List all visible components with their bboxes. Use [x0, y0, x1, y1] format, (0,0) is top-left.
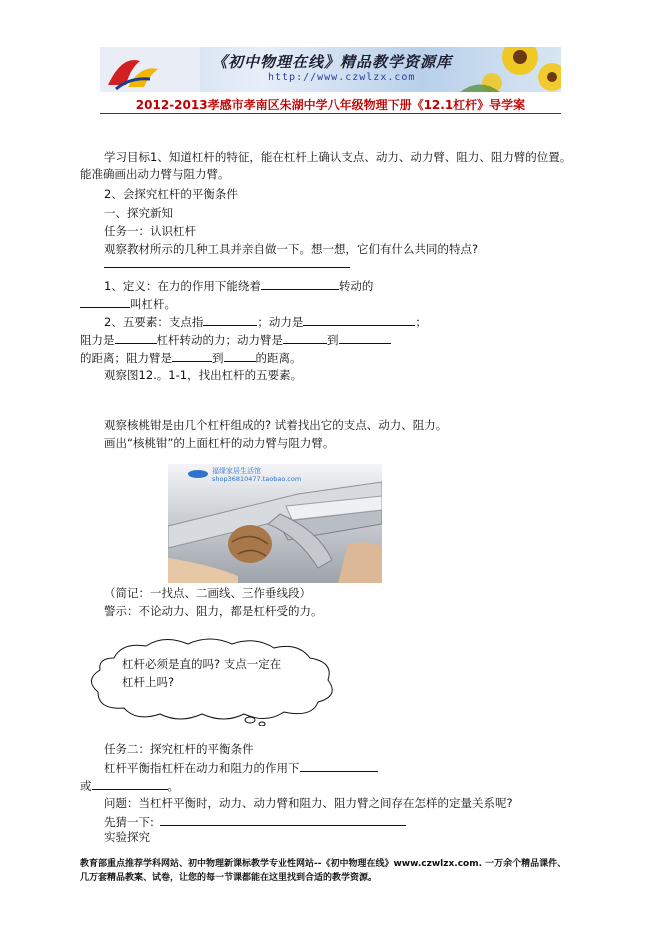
nutcracker-question: 观察核桃钳是由几个杠杆组成的? 试着找出它的支点、动力、阻力。 — [104, 418, 448, 432]
resistance-text-b: 杠杆转动的力；动力臂是 — [156, 333, 283, 347]
fill-blank-effort[interactable] — [303, 314, 415, 326]
learning-goal-1-cont: 能准确画出动力臂与阻力臂。 — [80, 167, 230, 181]
definition-line-2 — [80, 296, 176, 312]
distance-line — [80, 350, 302, 366]
fill-blank-resistance-arm-from[interactable] — [172, 350, 212, 362]
fill-blank-guess[interactable] — [160, 814, 406, 826]
five-elements-text-a: 2、五要素：支点指 — [104, 315, 204, 329]
balance-question: 问题：当杠杆平衡时，动力、动力臂和阻力、阻力臂之间存在怎样的定量关系呢? — [104, 796, 513, 810]
warning-text: 警示：不论动力、阻力，都是杠杆受的力。 — [104, 604, 323, 618]
fill-blank-uniform-rotation[interactable] — [92, 778, 168, 790]
section-heading: 一、探究新知 — [104, 206, 173, 220]
fill-blank-effort-arm-from[interactable] — [283, 332, 327, 344]
cloud-question-line-1: 杠杆必须是直的吗? 支点一定在 — [122, 657, 282, 671]
banner-url[interactable]: http://www.czwlzx.com — [268, 72, 416, 83]
five-elements-line — [104, 314, 427, 330]
shop-logo-icon — [188, 470, 208, 478]
balance-text-c: 。 — [167, 779, 179, 793]
fill-blank-object[interactable] — [80, 296, 130, 308]
five-elements-text-b: ；动力是 — [257, 315, 304, 329]
distance-text-c: 的距离。 — [255, 351, 302, 365]
fill-blank-resistance-arm-to[interactable] — [224, 350, 256, 362]
fill-blank-effort-arm-to[interactable] — [339, 332, 391, 344]
guess-line — [104, 814, 406, 830]
fill-blank-fulcrum[interactable] — [203, 314, 257, 326]
definition-text-a: 1、定义：在力的作用下能绕着 — [104, 279, 261, 293]
observe-figure-text: 观察图12.。1-1，找出杠杆的五要素。 — [104, 368, 303, 382]
balance-definition-line — [104, 760, 378, 776]
distance-text-a: 的距离；阻力臂是 — [80, 351, 172, 365]
fill-blank-resistance[interactable] — [115, 332, 157, 344]
fill-blank-static[interactable] — [300, 760, 378, 772]
fill-blank-pivot[interactable] — [261, 278, 339, 290]
nutcracker-photo — [168, 464, 382, 583]
learning-goal-2: 2、会探究杠杆的平衡条件 — [104, 187, 238, 201]
document-title: 2012-2013孝感市孝南区朱湖中学八年级物理下册《12.1杠杆》导学案 — [135, 98, 526, 112]
footer-line-2: 几万套精品教案、试卷，让您的每一节课都能在这里找到合适的教学资源。 — [80, 873, 378, 883]
walnut — [228, 525, 272, 563]
nutcracker-draw-text: 画出“核桃钳”的上面杠杆的动力臂与阻力臂。 — [104, 436, 335, 450]
learning-goal-1: 学习目标1、知道杠杆的特征，能在杠杆上确认支点、动力、动力臂、阻力、阻力臂的位置。 — [104, 150, 572, 164]
answer-line — [104, 267, 350, 268]
guess-label: 先猜一下: — [104, 815, 154, 829]
footer-line-1: 教育部重点推荐学科网站、初中物理新课标教学专业性网站--《初中物理在线》www.czwlzx.com. 一万余个精品课件、 — [80, 859, 567, 869]
task-2-heading: 任务二：探究杠杆的平衡条件 — [104, 742, 254, 756]
memo-text: （简记：一找点、二画线、三作垂线段） — [104, 586, 311, 600]
title-underline — [100, 113, 561, 114]
header-banner — [100, 47, 561, 92]
five-elements-text-c: ； — [415, 315, 427, 329]
observe-tools-text: 观察教材所示的几种工具并亲自做一下。想一想，它们有什么共同的特点? — [104, 242, 479, 256]
definition-text-b: 转动的 — [338, 279, 374, 293]
resistance-text-c: 到 — [327, 333, 339, 347]
photo-watermark-shop-name: 福缘家居生活馆 — [212, 467, 261, 475]
resistance-text-a: 阻力是 — [80, 333, 115, 347]
distance-text-b: 到 — [212, 351, 224, 365]
definition-line — [104, 278, 373, 294]
banner-title: 《初中物理在线》精品教学资源库 — [212, 53, 453, 71]
balance-text-b: 或 — [80, 779, 92, 793]
resistance-line — [80, 332, 391, 348]
task-1-heading: 任务一：认识杠杆 — [104, 224, 196, 238]
balance-text-a: 杠杆平衡指杠杆在动力和阻力的作用下 — [104, 761, 300, 775]
experiment-heading: 实验探究 — [104, 830, 150, 844]
balance-definition-line-2 — [80, 778, 179, 794]
photo-watermark-shop-url: shop36810477.taobao.com — [212, 475, 302, 483]
cloud-question-line-2: 杠杆上吗? — [122, 675, 175, 689]
definition-text-c: 叫杠杆。 — [130, 297, 176, 311]
